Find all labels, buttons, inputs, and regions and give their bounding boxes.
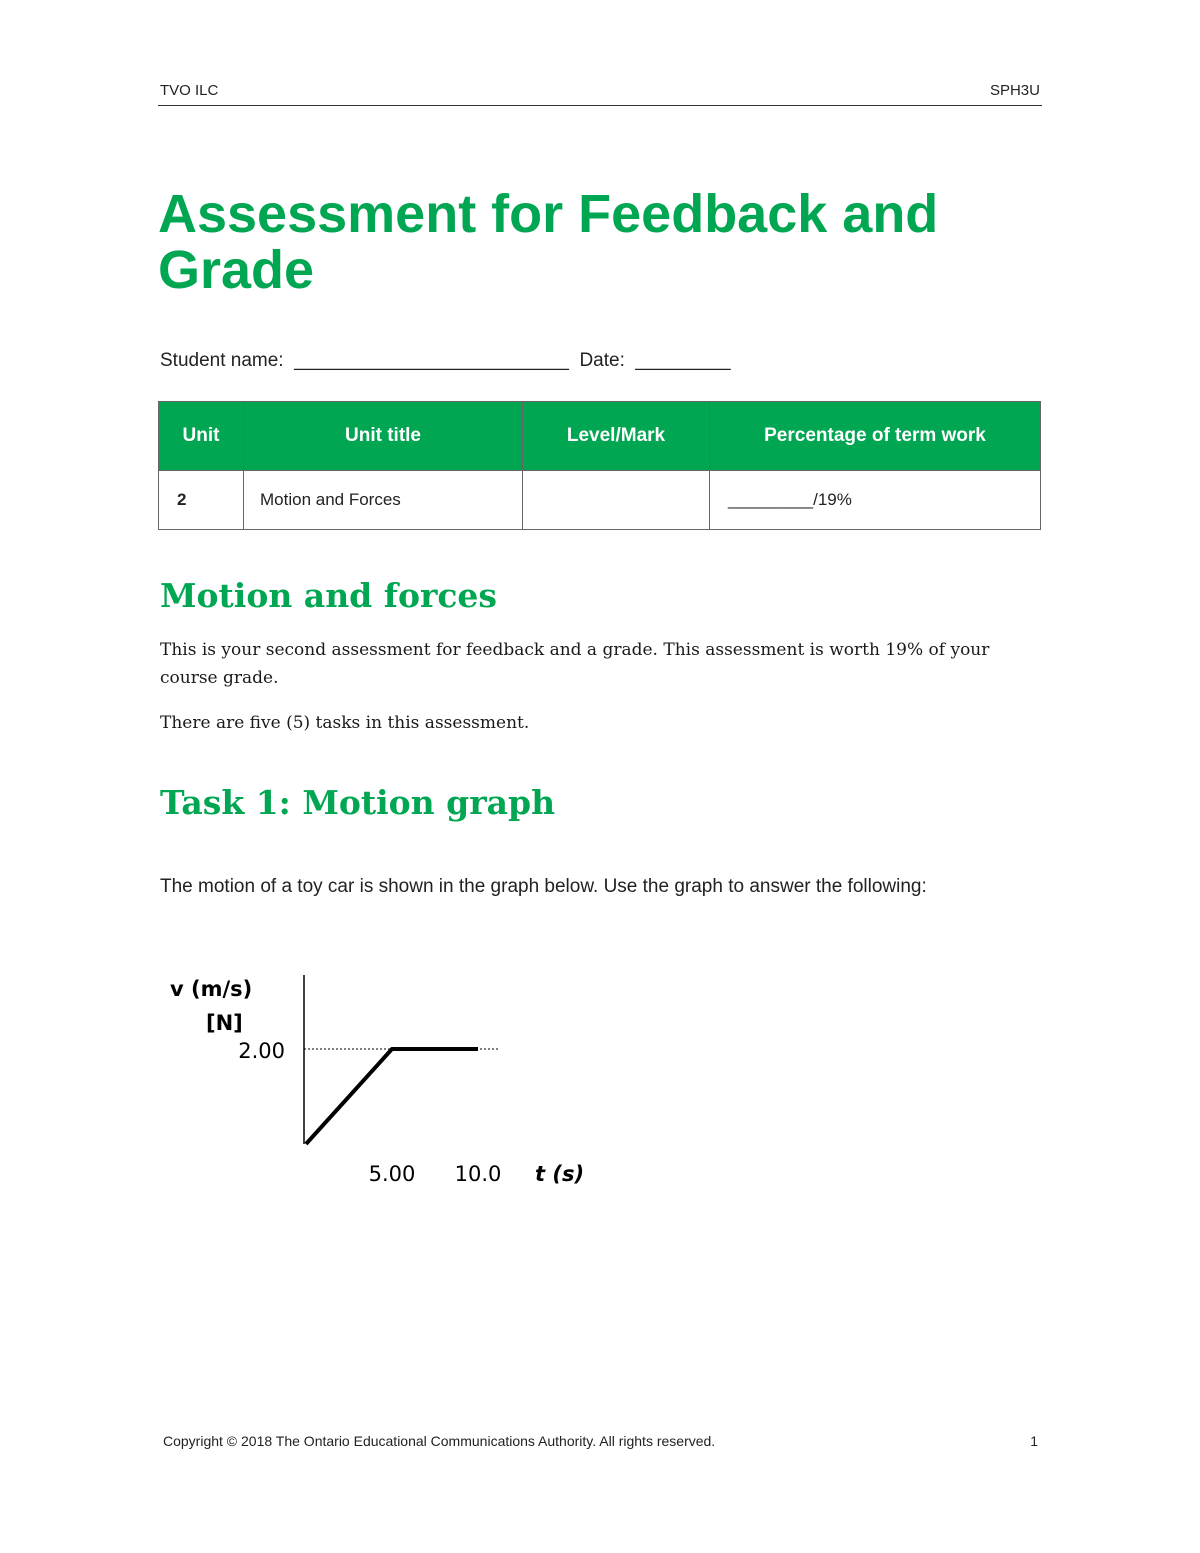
y-tick-label: 2.00 bbox=[238, 1039, 285, 1063]
table-cell-unit-title: Motion and Forces bbox=[244, 471, 523, 530]
section-heading: Motion and forces bbox=[160, 576, 498, 615]
task-heading: Task 1: Motion graph bbox=[160, 783, 556, 822]
page-title: Assessment for Feedback and Grade bbox=[158, 184, 939, 300]
x-tick-label: 5.00 bbox=[368, 1162, 416, 1186]
section-paragraph-1: This is your second assessment for feedback and a grade. This assessment is worth 19% of your course grade. bbox=[160, 640, 990, 688]
header-left: TVO ILC bbox=[160, 82, 219, 99]
table-header-unit-title: Unit title bbox=[244, 402, 523, 471]
footer-copyright: Copyright © 2018 The Ontario Educational Communications Authority. All rights reserved. bbox=[163, 1433, 716, 1449]
header-right: SPH3U bbox=[989, 82, 1040, 99]
chart-ylabel-direction: [N] bbox=[206, 1011, 243, 1035]
table-header-percentage: Percentage of term work bbox=[710, 402, 1041, 471]
table-header-level-mark: Level/Mark bbox=[523, 402, 710, 471]
chart-xlabel: t (s) bbox=[535, 1162, 585, 1186]
table-cell-unit: 2 bbox=[159, 471, 244, 530]
table-header-unit: Unit bbox=[159, 402, 244, 471]
x-tick-label: 10.0 bbox=[454, 1162, 502, 1186]
series-line bbox=[306, 1049, 478, 1144]
table-cell-percentage: _________/19% bbox=[710, 471, 1041, 530]
page-number: 1 bbox=[1030, 1433, 1038, 1449]
chart-ylabel: v (m/s) bbox=[170, 977, 253, 1001]
task-intro: The motion of a toy car is shown in the graph below. Use the graph to answer the following: bbox=[160, 876, 927, 897]
student-name-date-line: Student name: __________________________ Date: _________ bbox=[160, 350, 731, 371]
section-paragraph-2: There are five (5) tasks in this assessment. bbox=[160, 713, 530, 733]
